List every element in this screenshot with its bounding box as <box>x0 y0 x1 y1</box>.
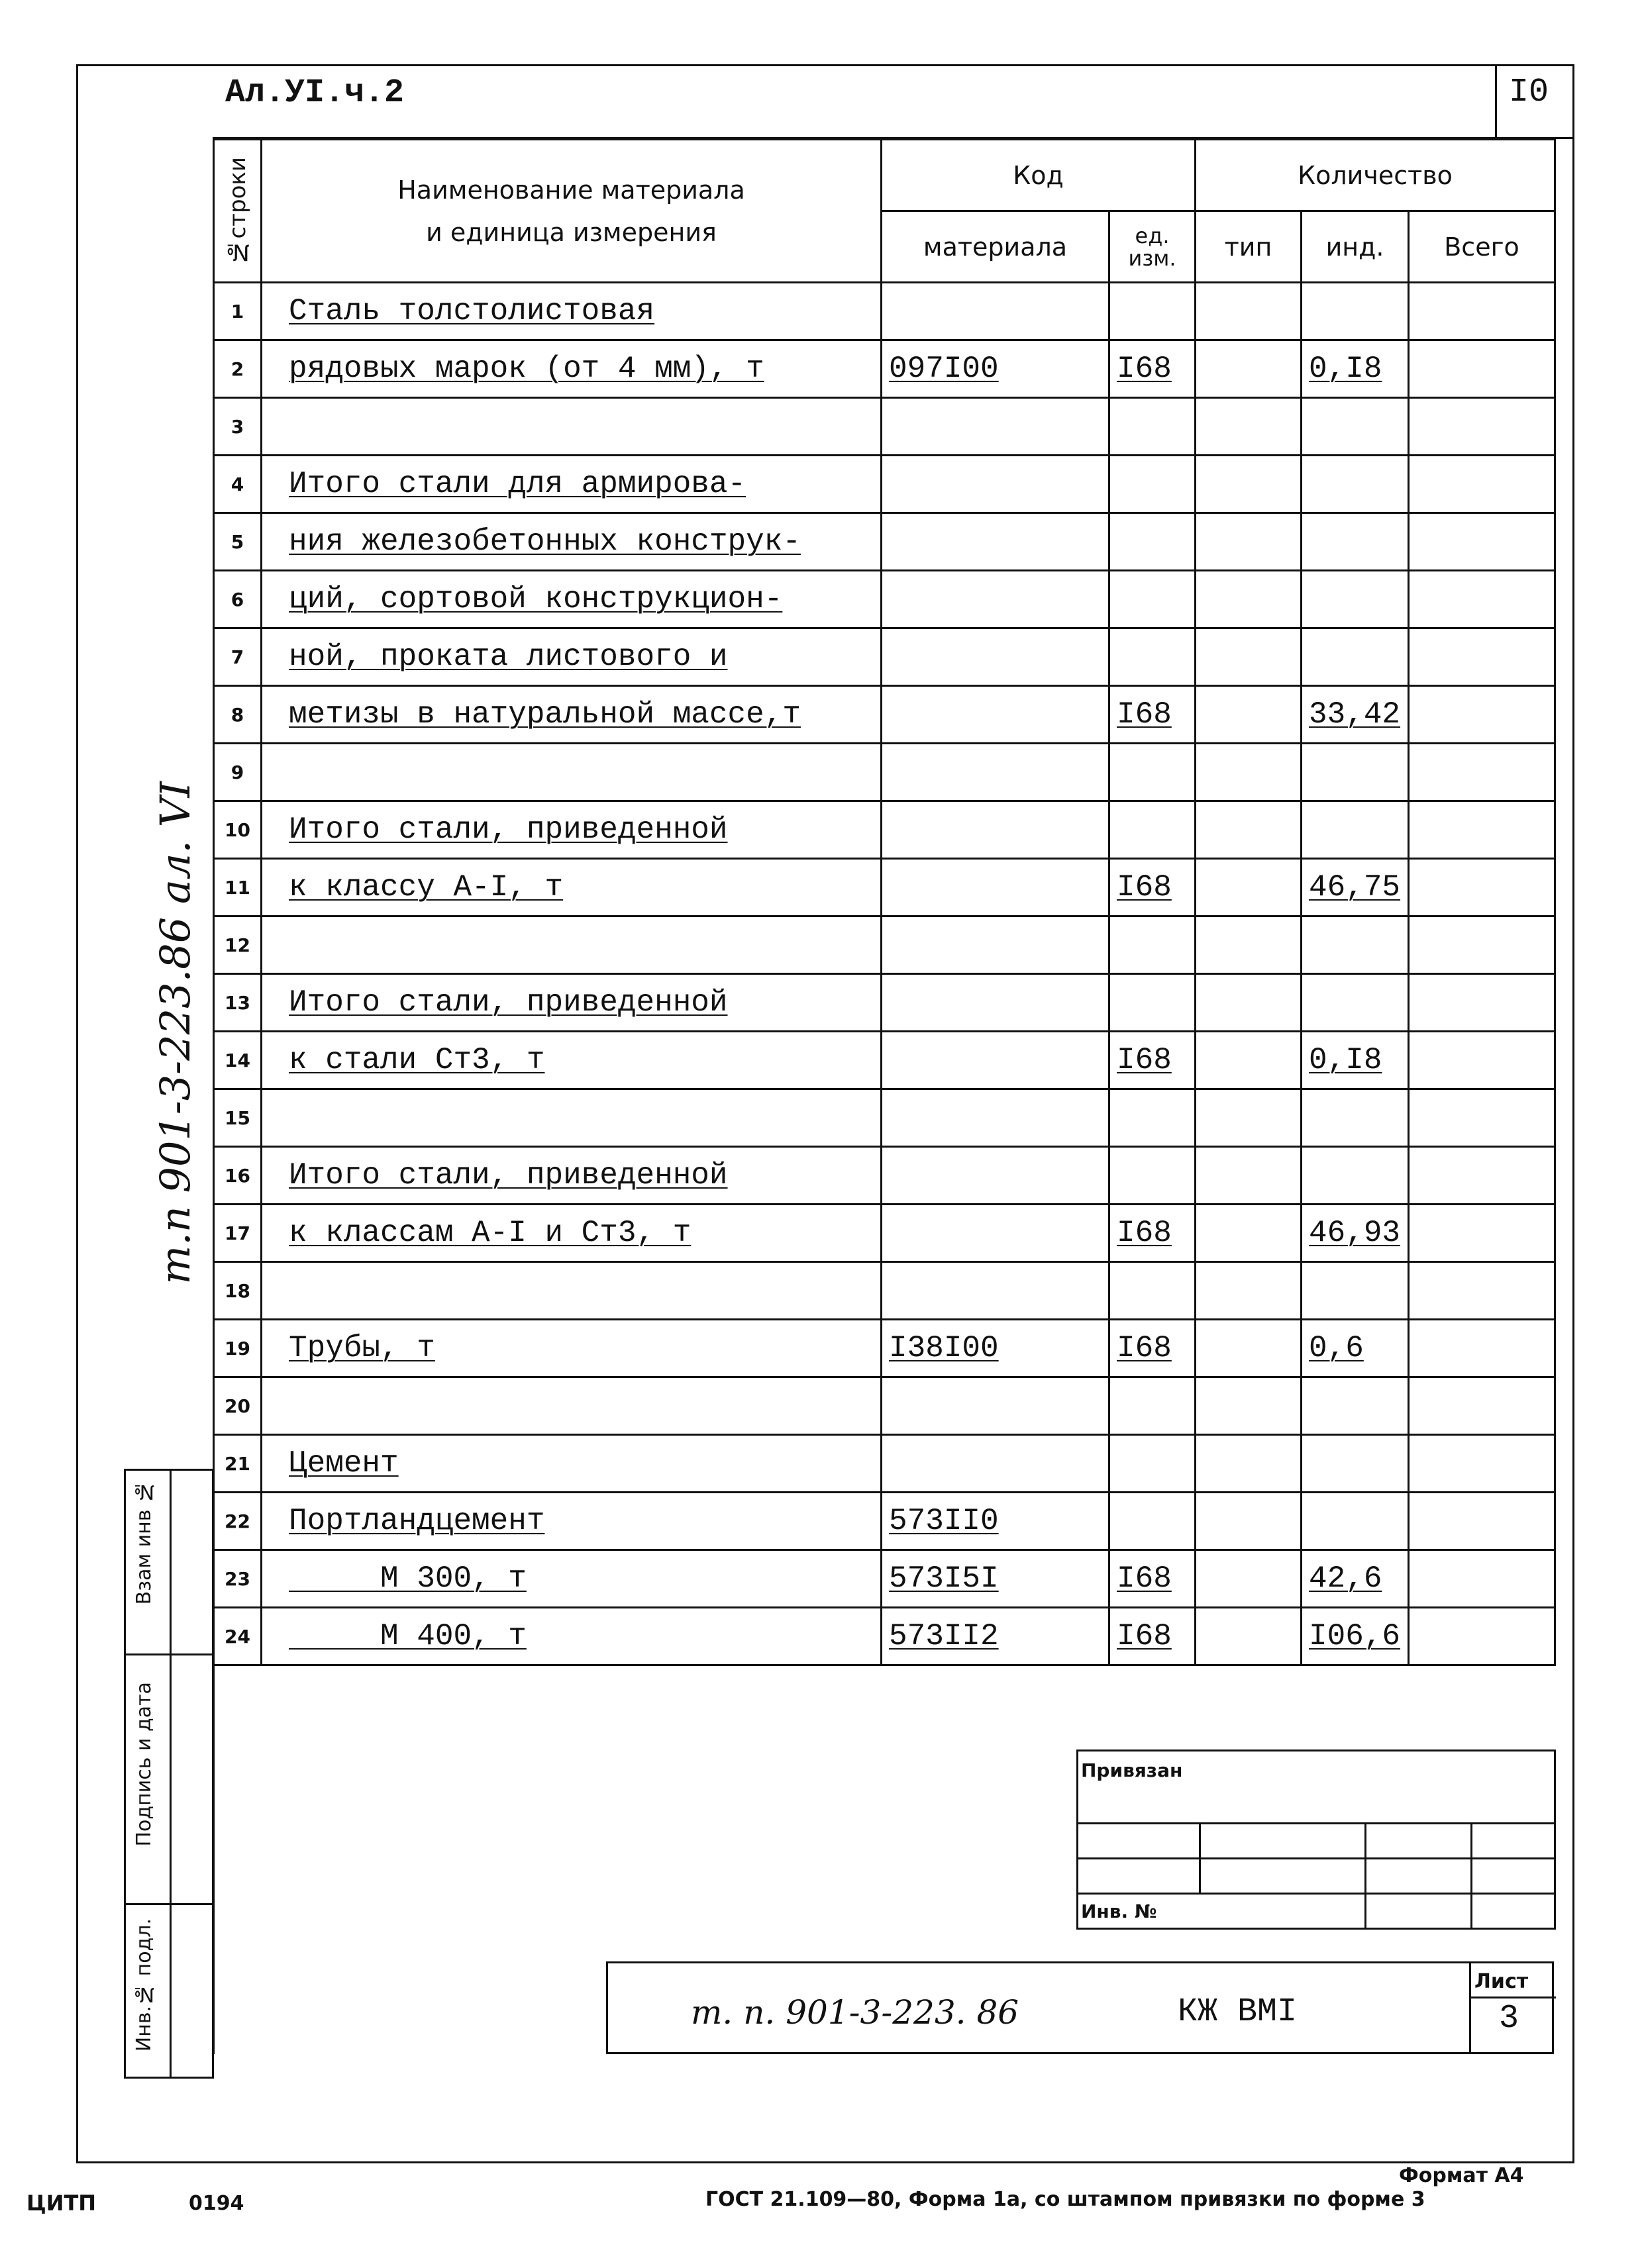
material-code <box>882 1377 1109 1435</box>
qty-ind <box>1302 1089 1409 1147</box>
qty-group-header: Количество <box>1196 140 1555 211</box>
material-name: Итого стали для армирова- <box>262 456 882 513</box>
qty-type <box>1196 801 1302 859</box>
qty-ind <box>1302 974 1409 1032</box>
qty-type <box>1196 744 1302 801</box>
table-row <box>214 513 1555 571</box>
code-unit-header: ед. изм. <box>1109 211 1196 283</box>
unit-code: I68 <box>1109 1205 1196 1262</box>
table-row <box>214 859 1555 916</box>
gost-label: ГОСТ 21.109—80, Форма 1а, со штампом привязки по форме 3 <box>705 2188 1425 2211</box>
qty-total <box>1409 1089 1555 1147</box>
table-row <box>214 283 1555 340</box>
unit-code <box>1109 283 1196 340</box>
unit-code <box>1109 744 1196 801</box>
table-row <box>214 1089 1555 1147</box>
material-code: 573II2 <box>882 1608 1109 1665</box>
qty-type <box>1196 513 1302 571</box>
material-name: Цемент <box>262 1435 882 1493</box>
table-row <box>214 686 1555 744</box>
code-material-header: материала <box>882 211 1109 283</box>
qty-total <box>1409 1320 1555 1377</box>
unit-code: I68 <box>1109 1550 1196 1608</box>
qty-ind <box>1302 744 1409 801</box>
qty-ind <box>1302 1493 1409 1550</box>
vzam-inv-box <box>124 1469 214 1655</box>
name-header: Наименование материала и единица измерения <box>262 140 882 283</box>
material-name: Итого стали, приведенной <box>262 1147 882 1205</box>
qty-type <box>1196 571 1302 628</box>
qty-ind <box>1302 283 1409 340</box>
qty-ind <box>1302 1262 1409 1320</box>
qty-total <box>1409 1205 1555 1262</box>
table-row <box>214 1262 1555 1320</box>
row-number: 16 <box>214 1147 262 1205</box>
sheet-number: I0 <box>1495 64 1574 138</box>
row-number: 19 <box>214 1320 262 1377</box>
row-number: 4 <box>214 456 262 513</box>
qty-type <box>1196 1205 1302 1262</box>
qty-total <box>1409 398 1555 456</box>
material-name: рядовых марок (от 4 мм), т <box>262 340 882 398</box>
material-name: ной, проката листового и <box>262 628 882 686</box>
material-code <box>882 1147 1109 1205</box>
material-name: ций, сортовой конструкцион- <box>262 571 882 628</box>
material-code: 573II0 <box>882 1493 1109 1550</box>
unit-code <box>1109 1262 1196 1320</box>
material-name: Сталь толстолистовая <box>262 283 882 340</box>
table-row <box>214 1032 1555 1089</box>
material-code <box>882 456 1109 513</box>
table-row <box>214 801 1555 859</box>
qty-ind: 0,I8 <box>1302 340 1409 398</box>
qty-total <box>1409 628 1555 686</box>
row-number: 7 <box>214 628 262 686</box>
unit-code <box>1109 1377 1196 1435</box>
qty-type <box>1196 1262 1302 1320</box>
row-number: 12 <box>214 916 262 974</box>
qty-type <box>1196 1320 1302 1377</box>
material-code <box>882 801 1109 859</box>
qty-total <box>1409 1032 1555 1089</box>
material-code <box>882 1089 1109 1147</box>
signature-date-box <box>124 1653 214 1905</box>
qty-ind <box>1302 1147 1409 1205</box>
qty-total <box>1409 571 1555 628</box>
row-number: 5 <box>214 513 262 571</box>
qty-ind-header: инд. <box>1302 211 1409 283</box>
qty-type <box>1196 628 1302 686</box>
material-name: М 400, т <box>262 1608 882 1665</box>
row-number: 1 <box>214 283 262 340</box>
material-code: 097I00 <box>882 340 1109 398</box>
qty-type <box>1196 1377 1302 1435</box>
qty-total <box>1409 1147 1555 1205</box>
table-row <box>214 1377 1555 1435</box>
row-number: 6 <box>214 571 262 628</box>
format-label: Формат А4 <box>1399 2164 1524 2187</box>
qty-total-header: Всего <box>1409 211 1555 283</box>
qty-type <box>1196 1147 1302 1205</box>
table-row <box>214 916 1555 974</box>
qty-type <box>1196 686 1302 744</box>
qty-ind <box>1302 456 1409 513</box>
row-number: 10 <box>214 801 262 859</box>
unit-code <box>1109 1493 1196 1550</box>
row-number: 14 <box>214 1032 262 1089</box>
table-row <box>214 1147 1555 1205</box>
row-number: 21 <box>214 1435 262 1493</box>
qty-type <box>1196 398 1302 456</box>
order-number: 0194 <box>189 2192 244 2215</box>
qty-type <box>1196 456 1302 513</box>
qty-total <box>1409 340 1555 398</box>
unit-code: I68 <box>1109 1032 1196 1089</box>
material-code <box>882 571 1109 628</box>
qty-total <box>1409 859 1555 916</box>
unit-code: I68 <box>1109 340 1196 398</box>
material-name: к стали Ст3, т <box>262 1032 882 1089</box>
org-label: ЦИТП <box>26 2191 97 2216</box>
inv-no-label: Инв. № <box>1078 1894 1366 1929</box>
row-number: 9 <box>214 744 262 801</box>
row-number: 20 <box>214 1377 262 1435</box>
material-name: Портландцемент <box>262 1493 882 1550</box>
material-name: метизы в натуральной массе,т <box>262 686 882 744</box>
material-name: Трубы, т <box>262 1320 882 1377</box>
material-code <box>882 744 1109 801</box>
table-row <box>214 1205 1555 1262</box>
material-name: ния железобетонных конструк- <box>262 513 882 571</box>
qty-ind: 33,42 <box>1302 686 1409 744</box>
material-code <box>882 859 1109 916</box>
table-row <box>214 398 1555 456</box>
material-name <box>262 1262 882 1320</box>
unit-code <box>1109 398 1196 456</box>
qty-total <box>1409 1550 1555 1608</box>
table-row <box>214 974 1555 1032</box>
binding-stamp <box>1076 1750 1556 1930</box>
row-number: 11 <box>214 859 262 916</box>
table-row <box>214 1320 1555 1377</box>
qty-type <box>1196 283 1302 340</box>
material-code: I38I00 <box>882 1320 1109 1377</box>
unit-code <box>1109 916 1196 974</box>
table-row <box>214 1435 1555 1493</box>
inv-podl-label: Инв.№ подл. <box>132 1918 156 2052</box>
qty-type-header: тип <box>1196 211 1302 283</box>
material-code <box>882 916 1109 974</box>
unit-code <box>1109 974 1196 1032</box>
qty-ind <box>1302 571 1409 628</box>
material-name <box>262 1089 882 1147</box>
material-code <box>882 974 1109 1032</box>
list-number: 3 <box>1499 2000 1519 2038</box>
row-number: 3 <box>214 398 262 456</box>
material-code <box>882 513 1109 571</box>
material-code <box>882 283 1109 340</box>
list-label: Лист <box>1474 1970 1529 1993</box>
qty-ind: I06,6 <box>1302 1608 1409 1665</box>
qty-total <box>1409 283 1555 340</box>
qty-total <box>1409 1262 1555 1320</box>
material-name <box>262 916 882 974</box>
qty-ind <box>1302 916 1409 974</box>
qty-ind: 46,93 <box>1302 1205 1409 1262</box>
title-block <box>606 1961 1554 2054</box>
row-no-header: №строки <box>214 140 262 283</box>
qty-type <box>1196 916 1302 974</box>
qty-total <box>1409 456 1555 513</box>
material-code <box>882 1262 1109 1320</box>
qty-total <box>1409 513 1555 571</box>
unit-code <box>1109 1435 1196 1493</box>
qty-type <box>1196 1032 1302 1089</box>
qty-ind <box>1302 1435 1409 1493</box>
table-row <box>214 1550 1555 1608</box>
unit-code: I68 <box>1109 686 1196 744</box>
row-number: 2 <box>214 340 262 398</box>
project-number: т. п. 901-3-223. 86 <box>691 1993 1019 2032</box>
qty-type <box>1196 859 1302 916</box>
qty-total <box>1409 801 1555 859</box>
qty-ind <box>1302 1377 1409 1435</box>
signature-date-label: Подпись и дата <box>132 1682 156 1847</box>
material-code <box>882 398 1109 456</box>
qty-total <box>1409 974 1555 1032</box>
table-row <box>214 571 1555 628</box>
material-name: Итого стали, приведенной <box>262 974 882 1032</box>
qty-ind <box>1302 801 1409 859</box>
qty-ind: 42,6 <box>1302 1550 1409 1608</box>
qty-type <box>1196 1089 1302 1147</box>
vzam-inv-label: Взам инв № <box>132 1480 156 1605</box>
material-name: к классам А-I и Ст3, т <box>262 1205 882 1262</box>
unit-code <box>1109 1089 1196 1147</box>
unit-code <box>1109 1147 1196 1205</box>
material-name: к классу А-I, т <box>262 859 882 916</box>
row-number: 24 <box>214 1608 262 1665</box>
qty-type <box>1196 974 1302 1032</box>
qty-type <box>1196 1493 1302 1550</box>
unit-code: I68 <box>1109 859 1196 916</box>
material-name: М 300, т <box>262 1550 882 1608</box>
privyazan-label: Привязан <box>1078 1751 1555 1824</box>
qty-ind: 0,I8 <box>1302 1032 1409 1089</box>
material-code <box>882 628 1109 686</box>
qty-total <box>1409 744 1555 801</box>
unit-code <box>1109 456 1196 513</box>
material-name <box>262 744 882 801</box>
row-number: 22 <box>214 1493 262 1550</box>
unit-code <box>1109 801 1196 859</box>
qty-total <box>1409 916 1555 974</box>
document-mark: КЖ ВМI <box>1178 1993 1298 2031</box>
unit-code: I68 <box>1109 1320 1196 1377</box>
table-row <box>214 1493 1555 1550</box>
row-number: 8 <box>214 686 262 744</box>
qty-type <box>1196 340 1302 398</box>
material-name <box>262 1377 882 1435</box>
unit-code <box>1109 628 1196 686</box>
qty-type <box>1196 1435 1302 1493</box>
table-row <box>214 744 1555 801</box>
table-row <box>214 456 1555 513</box>
unit-code: I68 <box>1109 1608 1196 1665</box>
material-code <box>882 1032 1109 1089</box>
qty-total <box>1409 1493 1555 1550</box>
qty-ind <box>1302 628 1409 686</box>
material-code: 573I5I <box>882 1550 1109 1608</box>
material-code <box>882 1435 1109 1493</box>
material-name <box>262 398 882 456</box>
row-number: 23 <box>214 1550 262 1608</box>
material-code <box>882 1205 1109 1262</box>
qty-type <box>1196 1550 1302 1608</box>
code-group-header: Код <box>882 140 1196 211</box>
material-name: Итого стали, приведенной <box>262 801 882 859</box>
unit-code <box>1109 513 1196 571</box>
materials-table <box>213 138 1556 1666</box>
qty-total <box>1409 686 1555 744</box>
table-row <box>214 340 1555 398</box>
qty-ind <box>1302 513 1409 571</box>
qty-total <box>1409 1377 1555 1435</box>
qty-ind: 46,75 <box>1302 859 1409 916</box>
handwritten-annotation: т.п 901-3-223.86 ал. VI <box>151 781 199 1285</box>
material-code <box>882 686 1109 744</box>
row-number: 17 <box>214 1205 262 1262</box>
row-number: 18 <box>214 1262 262 1320</box>
qty-ind: 0,6 <box>1302 1320 1409 1377</box>
document-code: Ал.УI.ч.2 <box>225 74 405 112</box>
inv-podl-box <box>124 1903 214 2079</box>
qty-total <box>1409 1435 1555 1493</box>
qty-ind <box>1302 398 1409 456</box>
row-number: 13 <box>214 974 262 1032</box>
table-row <box>214 628 1555 686</box>
unit-code <box>1109 571 1196 628</box>
row-number: 15 <box>214 1089 262 1147</box>
